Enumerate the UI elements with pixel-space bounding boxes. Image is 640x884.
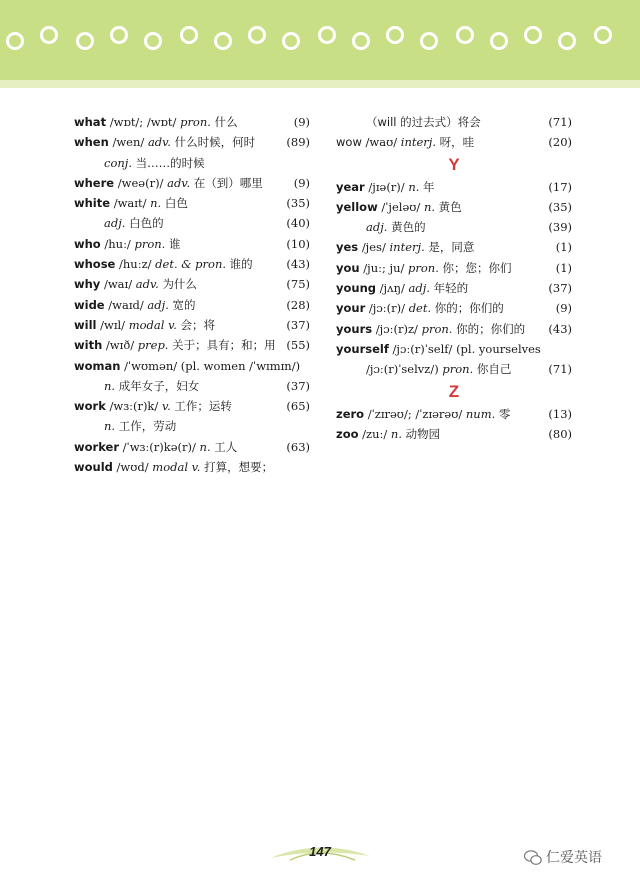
entry-pos: modal v. — [128, 317, 177, 332]
entry-page-ref: (10) — [286, 236, 310, 251]
entry-hw: when — [74, 135, 109, 150]
entry-pos: n. — [199, 439, 211, 454]
entry-page-ref: (37) — [286, 317, 310, 332]
entry-pos: interj. — [389, 240, 425, 255]
dictionary-entry — [74, 234, 310, 254]
entry-text — [74, 295, 196, 315]
entry-hw: work — [74, 399, 106, 414]
entry-pos: adj. — [366, 220, 388, 235]
entry-zh: 白色的 — [129, 216, 164, 231]
entry-page-ref: (35) — [548, 199, 572, 214]
entry-ph: /jɔː(r)z/ — [375, 321, 418, 336]
entry-pos: pron. — [442, 362, 474, 377]
entry-hw: zoo — [336, 426, 359, 441]
header-ring-icon — [76, 32, 94, 50]
entry-page-ref: (71) — [548, 362, 572, 377]
entry-pos: adj. — [147, 297, 169, 312]
entry-zh: 白色 — [164, 196, 188, 211]
dictionary-entry — [74, 376, 310, 396]
dictionary-entry — [336, 258, 572, 278]
entry-pos: pron. — [180, 115, 211, 129]
entry-zh: 你自己 — [476, 362, 512, 377]
entry-pos: adj. — [408, 281, 430, 296]
entry-ph: /waɪd/ — [108, 297, 144, 312]
entry-hw: white — [74, 196, 111, 211]
dictionary-entry — [74, 335, 310, 355]
entry-hw: worker — [74, 439, 120, 454]
entry-pos: adv. — [167, 175, 191, 190]
entry-zh: 在（到）哪里 — [193, 175, 263, 190]
entry-text — [336, 258, 512, 278]
header-ring-icon — [490, 32, 508, 50]
entry-zh: 你；您；你们 — [442, 260, 512, 275]
entry-zh: 当……的时候 — [135, 155, 205, 170]
entry-ph: /jɔː(r)ˈself/ (pl. yourselves — [392, 341, 541, 356]
entry-zh: 宽的 — [172, 297, 196, 312]
dictionary-entry — [74, 295, 310, 315]
entry-text — [336, 319, 525, 339]
dictionary-entry — [336, 319, 572, 339]
dictionary-entry — [336, 404, 572, 424]
entry-zh: 工作；运转 — [174, 399, 232, 414]
dictionary-entry — [336, 217, 572, 237]
entry-zh: 什么 — [214, 115, 238, 129]
dictionary-entry — [74, 193, 310, 213]
entry-ph: /ˈwʊmən/ (pl. women /ˈwɪmɪn/) — [124, 358, 301, 373]
entry-pos: interj. — [400, 135, 436, 150]
entry-text — [104, 376, 199, 396]
section-letter-y: Y — [448, 154, 460, 174]
header-ring-icon — [40, 26, 58, 44]
header-ring-icon — [524, 26, 542, 44]
entry-ph: /weə(r)/ — [117, 175, 164, 190]
entry-page-ref: (37) — [548, 281, 572, 296]
entry-hw: whose — [74, 257, 116, 272]
header-ring-icon — [180, 26, 198, 44]
entry-ph: /juː; ju/ — [363, 260, 405, 275]
entry-pos: det. — [408, 301, 432, 316]
entry-pos: pron. — [134, 236, 166, 251]
header-ring-icon — [248, 26, 266, 44]
entry-page-ref: (65) — [286, 399, 310, 414]
entry-pos: n. — [104, 378, 116, 393]
entry-page-ref: (75) — [286, 277, 310, 292]
entry-hw: year — [336, 179, 365, 194]
entry-text — [104, 416, 176, 436]
entry-hw: yellow — [336, 199, 378, 214]
entry-zh: 为什么 — [162, 277, 197, 292]
entry-zh: （will 的过去式）将会 — [366, 115, 481, 129]
entry-page-ref: (17) — [548, 179, 572, 194]
entry-pos: pron. — [421, 321, 453, 336]
entry-text — [336, 298, 504, 318]
entry-hw: yes — [336, 240, 359, 255]
entry-text — [336, 132, 474, 152]
entry-text — [74, 254, 253, 274]
entry-text — [336, 177, 435, 197]
entry-zh: 工作，劳动 — [118, 419, 177, 434]
dictionary-entry — [74, 213, 310, 233]
dictionary-entry — [336, 339, 572, 359]
entry-zh: 你的；你们的 — [434, 301, 504, 316]
entry-pos: prep. — [137, 338, 169, 353]
entry-zh: 是，同意 — [428, 240, 475, 255]
entry-pos: num. — [465, 406, 496, 421]
entry-pos: n. — [104, 419, 116, 434]
entry-page-ref: (55) — [286, 338, 310, 353]
entry-pos: adv. — [135, 277, 159, 292]
entry-hw: wide — [74, 297, 105, 312]
entry-text — [336, 197, 462, 217]
entry-zh: 会；将 — [180, 317, 216, 332]
dictionary-entry — [74, 457, 310, 477]
left-column — [74, 112, 310, 477]
entry-ph: /jɔː(r)ˈselvz/) — [366, 362, 439, 377]
dictionary-entry — [74, 254, 310, 274]
entry-page-ref: (43) — [548, 321, 572, 336]
entry-text — [104, 213, 164, 233]
page-header-band — [0, 0, 640, 88]
entry-zh: 年轻的 — [433, 281, 469, 296]
entry-hw: yours — [336, 321, 373, 336]
entry-hw: zero — [336, 406, 365, 421]
watermark — [524, 848, 602, 868]
entry-page-ref: (80) — [548, 426, 572, 441]
entry-zh: 呀，哇 — [439, 135, 475, 150]
entry-ph: /jes/ — [361, 240, 386, 255]
dictionary-entry — [336, 177, 572, 197]
entry-zh: 什么时候，何时 — [174, 135, 256, 150]
entry-text — [74, 173, 263, 193]
entry-zh: 零 — [498, 406, 511, 421]
entry-ph: /wen/ — [112, 135, 145, 150]
entry-ph: /wɪð/ — [105, 338, 135, 353]
entry-ph: /ˈwɜː(r)kə(r)/ — [122, 439, 196, 454]
header-ring-icon — [352, 32, 370, 50]
entry-zh: 谁 — [168, 236, 181, 251]
entry-page-ref: (43) — [286, 257, 310, 272]
dictionary-entry — [336, 132, 572, 152]
entry-text — [336, 339, 541, 359]
dictionary-entry — [74, 112, 310, 132]
entry-hw: young — [336, 281, 377, 296]
entry-zh: 动物园 — [405, 426, 441, 441]
entry-ph: /jɔː(r)/ — [368, 301, 406, 316]
entry-ph: /wɜː(r)k/ — [109, 399, 159, 414]
dictionary-entry — [74, 315, 310, 335]
entry-ph: /ˈzɪrəʊ/; /ˈzɪərəʊ/ — [367, 406, 463, 421]
entry-pos: n. — [390, 426, 402, 441]
entry-hw: yourself — [336, 341, 389, 356]
entry-hw: your — [336, 301, 366, 316]
entry-pos: det. & pron. — [155, 257, 227, 272]
entry-page-ref: (9) — [555, 301, 572, 316]
dictionary-entry — [336, 112, 572, 132]
entry-page-ref: (1) — [555, 260, 572, 275]
dictionary-entry — [74, 153, 310, 173]
entry-zh: 工人 — [214, 439, 238, 454]
entry-page-ref: (13) — [548, 406, 572, 421]
entry-text — [74, 356, 300, 376]
header-stripe — [0, 80, 640, 88]
entry-text — [74, 274, 197, 294]
entry-pos: adv. — [147, 135, 171, 150]
entry-page-ref: (40) — [286, 216, 310, 231]
entry-hw: you — [336, 260, 360, 275]
entry-zh: 黄色 — [438, 199, 462, 214]
page-number: 147 — [309, 844, 331, 859]
entry-text — [74, 315, 215, 335]
entry-text — [74, 457, 273, 477]
entry-zh: 打算，想要； — [204, 460, 274, 475]
entry-zh: 黄色的 — [391, 220, 426, 235]
section-letter-z: Z — [448, 381, 460, 401]
entry-page-ref: (9) — [293, 115, 310, 129]
entry-ph: /waɪt/ — [113, 196, 147, 211]
entry-hw: would — [74, 460, 113, 475]
entry-hw: wow — [336, 135, 362, 150]
dictionary-entry — [74, 274, 310, 294]
dictionary-entry — [336, 298, 572, 318]
entry-pos: n. — [150, 196, 162, 211]
header-ring-icon — [420, 32, 438, 50]
entry-page-ref: (63) — [286, 439, 310, 454]
header-ring-icon — [594, 26, 612, 44]
entry-pos: pron. — [408, 260, 439, 275]
entry-pos: n. — [408, 179, 420, 194]
dictionary-entry — [336, 359, 572, 379]
entry-text — [104, 153, 205, 173]
entry-text — [74, 437, 237, 457]
wechat-icon — [524, 850, 542, 866]
entry-text — [74, 234, 180, 254]
entry-ph: /zuː/ — [362, 426, 388, 441]
entry-text — [336, 278, 468, 298]
entry-ph: /jɪə(r)/ — [368, 179, 405, 194]
header-ring-icon — [318, 26, 336, 44]
entry-text — [74, 112, 238, 132]
entry-page-ref: (89) — [286, 135, 310, 150]
entry-zh: 你的；你们的 — [456, 321, 526, 336]
entry-page-ref: (20) — [548, 135, 572, 150]
entry-page-ref: (71) — [548, 115, 572, 129]
entry-hw: woman — [74, 358, 121, 373]
entry-pos: v. — [161, 399, 171, 414]
header-ring-icon — [456, 26, 474, 44]
entry-hw: why — [74, 277, 101, 292]
entry-ph: /ˈjeləʊ/ — [381, 199, 421, 214]
entry-text — [74, 132, 255, 152]
entry-ph: /huː/ — [104, 236, 131, 251]
dictionary-entry — [336, 278, 572, 298]
entry-page-ref: (35) — [286, 196, 310, 211]
entry-text — [74, 335, 276, 355]
header-ring-icon — [282, 32, 300, 50]
entry-ph: /jʌŋ/ — [379, 281, 405, 296]
entry-text — [366, 112, 481, 132]
entry-pos: n. — [423, 199, 435, 214]
header-ring-icon — [214, 32, 232, 50]
entry-zh: 成年女子，妇女 — [118, 378, 200, 393]
entry-text — [366, 359, 511, 379]
header-ring-icon — [558, 32, 576, 50]
entry-text — [336, 424, 440, 444]
entry-ph: /wʊd/ — [116, 460, 149, 475]
right-column — [336, 112, 572, 444]
header-ring-icon — [6, 32, 24, 50]
dictionary-entry — [74, 173, 310, 193]
entry-ph: /wɒt/; /wɒt/ — [109, 115, 177, 129]
dictionary-entry — [74, 416, 310, 436]
dictionary-entry — [74, 356, 310, 376]
entry-page-ref: (39) — [548, 220, 572, 235]
entry-hw: who — [74, 236, 101, 251]
entry-pos: conj. — [104, 155, 132, 170]
header-ring-icon — [386, 26, 404, 44]
entry-page-ref: (1) — [555, 240, 572, 255]
decorative-rings — [0, 22, 640, 62]
entry-page-ref: (28) — [286, 297, 310, 312]
entry-hw: where — [74, 175, 115, 190]
entry-zh: 谁的 — [229, 257, 253, 272]
entry-hw: with — [74, 338, 103, 353]
entry-ph: /waɪ/ — [103, 277, 133, 292]
entry-page-ref: (9) — [293, 175, 310, 190]
entry-page-ref: (37) — [286, 378, 310, 393]
entry-text — [336, 237, 474, 257]
dictionary-entry — [336, 424, 572, 444]
entry-text — [366, 217, 426, 237]
dictionary-entry — [74, 437, 310, 457]
dictionary-entry — [336, 237, 572, 257]
entry-ph: /huːz/ — [119, 257, 152, 272]
watermark-text: 仁爱英语 — [546, 850, 602, 866]
header-ring-icon — [110, 26, 128, 44]
entry-text — [74, 193, 188, 213]
entry-zh: 年 — [423, 179, 435, 194]
entry-hw: will — [74, 317, 97, 332]
dictionary-entry — [74, 396, 310, 416]
header-ring-icon — [144, 32, 162, 50]
entry-pos: modal v. — [152, 460, 201, 475]
dictionary-entry — [336, 197, 572, 217]
entry-ph: /waʊ/ — [365, 135, 398, 150]
entry-ph: /wɪl/ — [100, 317, 126, 332]
dictionary-entry — [74, 132, 310, 152]
entry-pos: adj. — [104, 216, 126, 231]
entry-text — [336, 404, 510, 424]
entry-zh: 关于；具有；和；用 — [172, 338, 276, 353]
entry-text — [74, 396, 232, 416]
entry-hw: what — [74, 115, 107, 129]
